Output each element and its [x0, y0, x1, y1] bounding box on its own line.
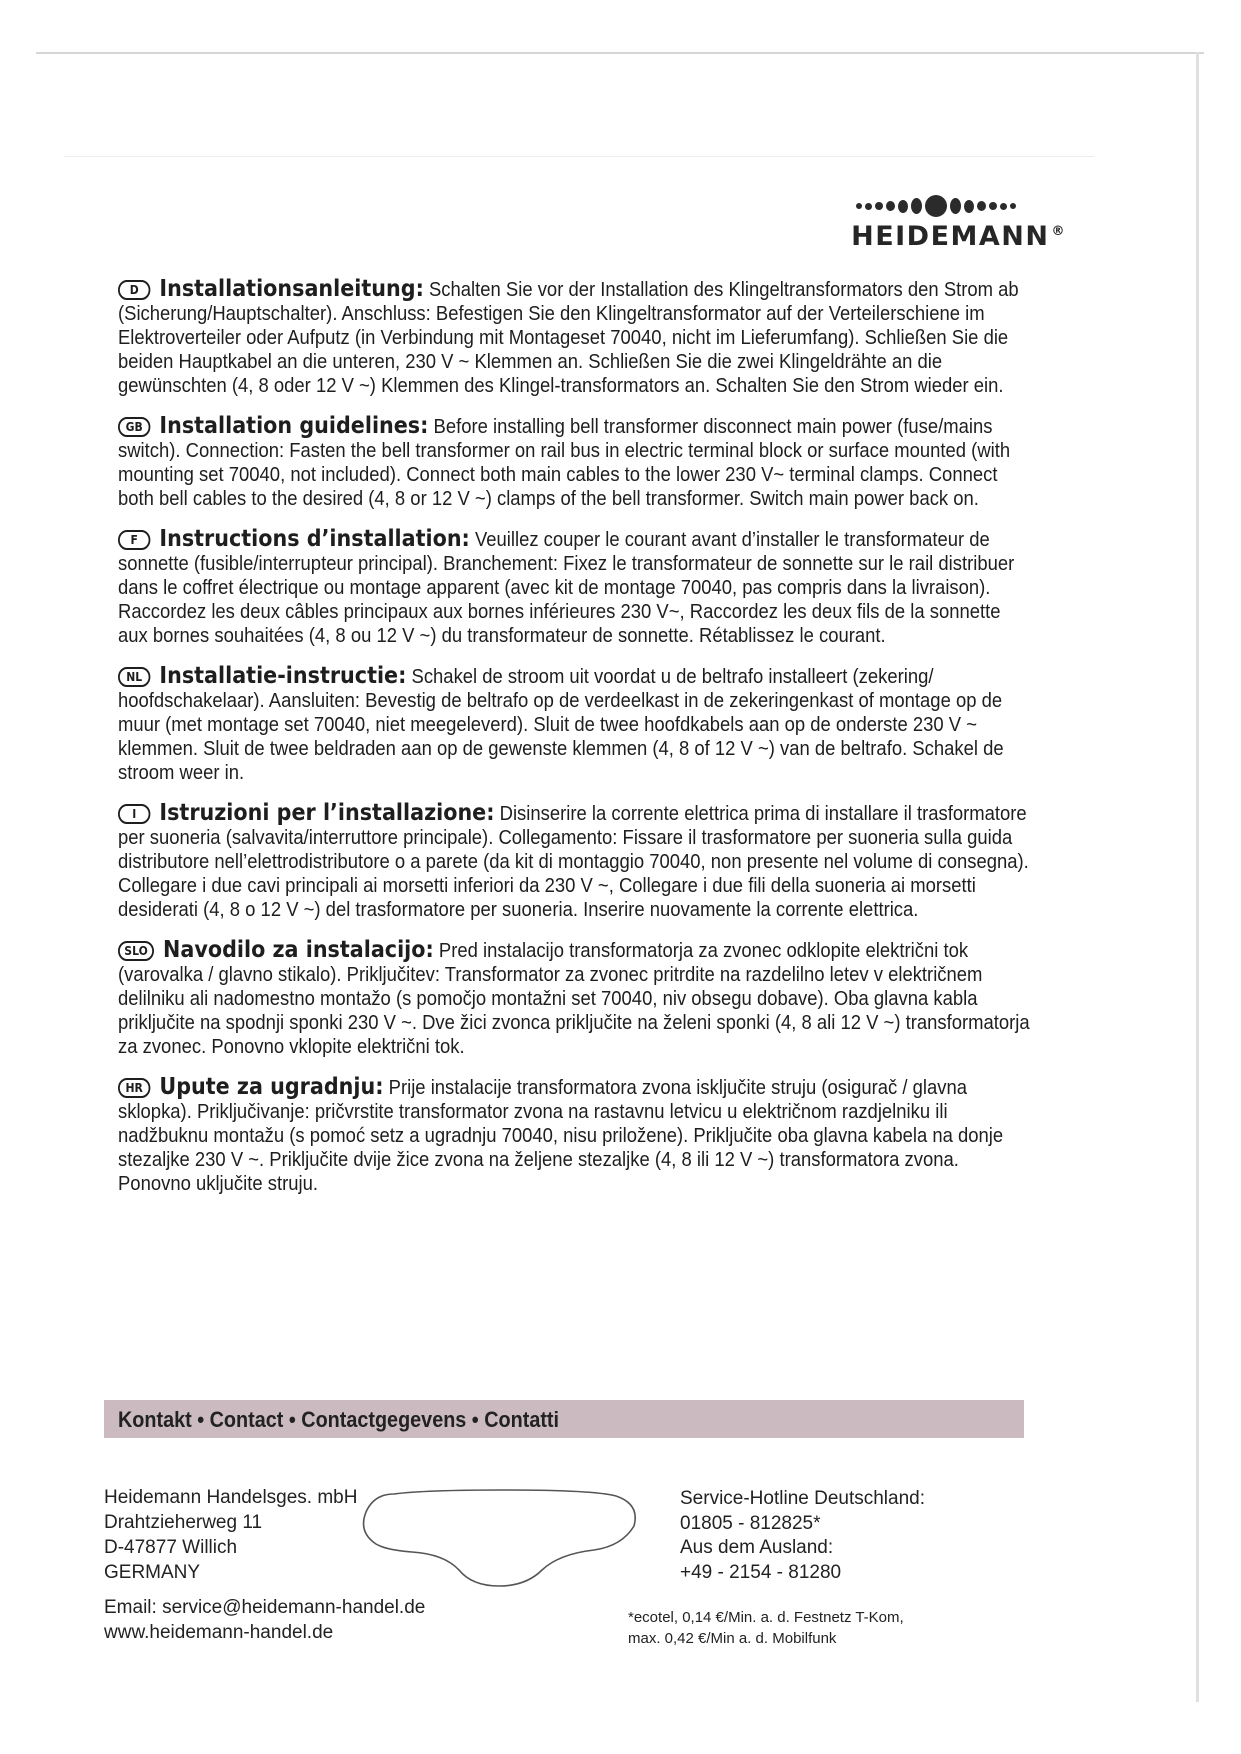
language-badge-it: I — [118, 804, 150, 824]
section-text-slo: Pred instalacijo transformatorja za zvonec odklopite električni tok (varovalka / glavno stikalo). Priključitev: Transformator za zvonec pritrdite na razdelilno letev v električnem delilniku ali nadomestno montažo (s pomočjo montažni set 70040, niv obsegu dobave). Oba glavna kabla priključite na spodnji sponki 230 V ~. Dve žici zvonca priključite na želeni sponki (4, 8 ali 12 V ~) transformatorja za zvonec. Ponovno vklopite električni tok. — [118, 939, 1030, 1058]
hotline-label: Service-Hotline Deutschland: — [680, 1488, 926, 1509]
section-hr — [118, 1075, 1032, 1196]
section-title-hr: Upute za ugradnju: — [159, 1074, 384, 1100]
language-badge-fr: F — [118, 530, 150, 550]
website-link[interactable]: www.heidemann-handel.de — [104, 1622, 334, 1643]
section-text-it: Disinserire la corrente elettrica prima di installare il trasformatore per suoneria (salvavita/interruttore principale). Collegamento: Fissare il trasformatore per suoneria sulla guida distributore nell’elettrodistributore o a parete (da kit di montaggio 70040, non presente nel volume di consegna). Collegare i due cavi principali ai morsetti inferiori da 230 V ~, Collegare i due fili della suoneria ai morsetti desiderati (4, 8 o 12 V ~) del trasformatore per suoneria. Inserire nuovamente la corrente elettrica. — [118, 802, 1029, 921]
contact-heading: Kontakt • Contact • Contactgegevens • Contatti — [118, 1407, 560, 1432]
section-text-hr: Prije instalacije transformatora zvona isključite struju (osigurač / glavna sklopka). Priključivanje: pričvrstite transformator zvona na rastavnu letvicu u električnom razdjelniku ili nadžbuknu montažu (s pomoć setz a ugradnju 70040, nisu priložene). Priključite oba glavna kabela na donje stezaljke 230 V ~. Priključite dvije žice zvona na željene stezaljke (4, 8 ili 12 V ~) transformatora zvona. Ponovno uključite struju. — [118, 1076, 1004, 1195]
abroad-label: Aus dem Ausland: — [680, 1537, 834, 1558]
language-badge-slo: SLO — [118, 941, 154, 961]
section-gb — [118, 414, 1032, 511]
registered-mark: ® — [1051, 224, 1066, 239]
pricing-footnote — [628, 1607, 904, 1649]
address-line: GERMANY — [104, 1562, 201, 1583]
section-it — [118, 801, 1032, 922]
email-link[interactable]: Email: service@heidemann-handel.de — [104, 1597, 426, 1618]
abroad-number[interactable]: +49 - 2154 - 81280 — [680, 1561, 842, 1583]
company-address — [104, 1485, 357, 1585]
address-line: Heidemann Handelsges. mbH — [104, 1487, 358, 1508]
section-title-gb: Installation guidelines: — [159, 413, 429, 439]
heidemann-logo — [766, 193, 1066, 252]
section-fr — [118, 527, 1032, 648]
section-text-gb: Before installing bell transformer disconnect main power (fuse/mains switch). Connection: Fasten the bell transformer on rail bus in electric terminal block or surface mounted (with mounting set 70040, not included). Connect both main cables to the lower 230 V~ terminal clamps. Connect both bell cables to the desired (4, 8 or 12 V ~) clamps of the bell transformer. Switch main power back on. — [118, 415, 1011, 510]
contact-heading-bar — [104, 1400, 1024, 1438]
section-title-fr: Instructions d’installation: — [159, 526, 470, 552]
language-badge-hr: HR — [118, 1078, 150, 1098]
address-line: Drahtzieherweg 11 — [104, 1512, 263, 1533]
section-text-nl: Schakel de stroom uit voordat u de beltrafo installeert (zekering/ hoofdschakelaar). Aansluiten: Bevestig de beltrafo op de verdeelkast in de zekeringenkast of montage op de muur (met montage set 70040, niet meegeleverd). Sluit de twee hoofdkabels aan op de onderste 230 V ~ klemmen. Sluit de twee beldraden aan op de gewenste klemmen (4, 8 of 12 V ~) van de beltrafo. Schakel de stroom weer in. — [118, 665, 1004, 784]
hotline-number[interactable]: 01805 - 812825* — [680, 1512, 821, 1534]
online-contact — [104, 1595, 425, 1645]
instruction-page — [64, 156, 1094, 1697]
service-hotline — [680, 1487, 925, 1585]
section-text-de: Schalten Sie vor der Installation des Klingeltransformators den Strom ab (Sicherung/Hauptschalter). Anschluss: Befestigen Sie den Klingeltransformator auf der Verteilerschiene im Elektroverteiler oder Aufputz (in Verbindung mit Montageset 70040, nicht im Lieferumfang). Schließen Sie die beiden Hauptkabel an die unteren, 230 V ~ Klemmen an. Schließen Sie die zwei Klingeldrähte an die gewünschten (4, 8 oder 12 V ~) Klemmen des Klingel-transformators an. Schalten Sie den Strom wieder ein. — [118, 278, 1019, 397]
logo-dots-icon — [766, 193, 1016, 219]
instructions-list — [118, 277, 1038, 1212]
dealer-stamp-outline — [354, 1482, 654, 1597]
address-line: D-47877 Willich — [104, 1537, 238, 1558]
footnote-line: max. 0,42 €/Min a. d. Mobilfunk — [628, 1630, 837, 1647]
language-badge-nl: NL — [118, 667, 150, 687]
stamp-outline-icon — [354, 1482, 654, 1592]
brand-name: HEIDEMANN — [851, 221, 1050, 252]
section-title-de: Installationsanleitung: — [159, 276, 424, 302]
section-title-it: Istruzioni per l’installazione: — [159, 800, 495, 826]
section-title-slo: Navodilo za instalacijo: — [163, 937, 434, 963]
language-badge-gb: GB — [118, 417, 150, 437]
section-text-fr: Veuillez couper le courant avant d’installer le transformateur de sonnette (fusible/interrupteur principal). Branchement: Fixez le transformateur de sonnette sur le rail distribuer dans le coffret électrique ou montage apparent (avec kit de montage 70040, pas compris dans la livraison). Raccordez les deux câbles principaux aux bornes inférieures 230 V~, Raccordez les deux fils de la sonnette aux bornes souhaitées (4, 8 ou 12 V ~) du transformateur de sonnette. Rétablissez le courant. — [118, 528, 1015, 647]
scan-border-top — [36, 52, 1204, 54]
footnote-line: *ecotel, 0,14 €/Min. a. d. Festnetz T-Kom, — [628, 1609, 904, 1626]
language-badge-de: D — [118, 280, 150, 300]
section-de — [118, 277, 1032, 398]
section-slo — [118, 938, 1032, 1059]
section-nl — [118, 664, 1032, 785]
scan-border-right — [1196, 52, 1199, 1702]
section-title-nl: Installatie-instructie: — [159, 663, 407, 689]
